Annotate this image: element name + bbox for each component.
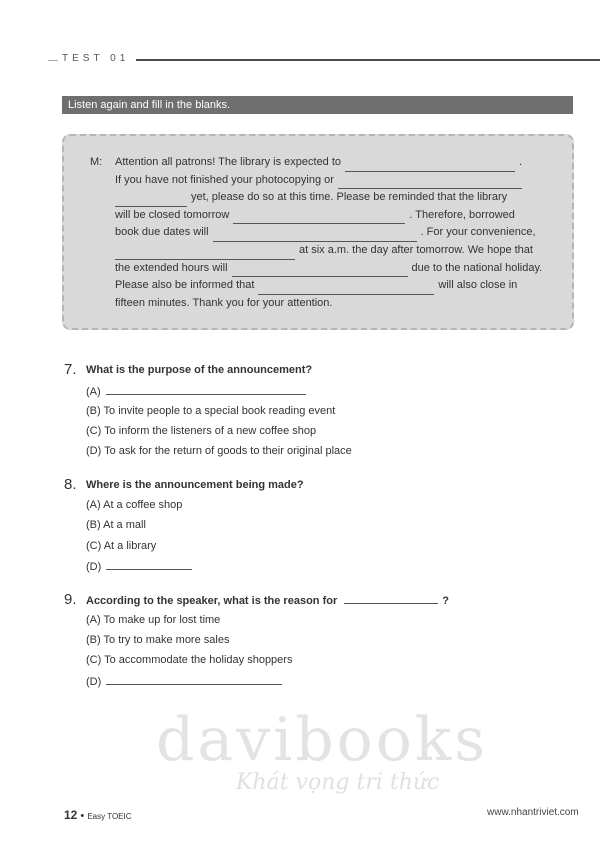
option-a[interactable]: (A) To make up for lost time: [86, 614, 221, 626]
fill-blank[interactable]: [115, 195, 187, 207]
option-b[interactable]: (B) To invite people to a special book reading event: [86, 405, 336, 417]
option-d[interactable]: (D) To ask for the return of goods to their original place: [86, 445, 352, 457]
fill-blank[interactable]: [233, 212, 405, 224]
option-d[interactable]: (D): [86, 560, 196, 573]
speaker-label: M:: [90, 156, 103, 168]
book-title: Easy TOEIC: [87, 812, 132, 821]
option-c[interactable]: (C) To accommodate the holiday shoppers: [86, 654, 293, 666]
question-number: 7.: [64, 361, 77, 378]
publisher-url[interactable]: www.nhantriviet.com: [487, 807, 579, 818]
fill-blank[interactable]: [213, 230, 417, 242]
question-text: Where is the announcement being made?: [86, 479, 304, 491]
transcript-line: book due dates will . For your convenience,: [115, 224, 547, 242]
transcript-line: yet, please do so at this time. Please be reminded that the library: [115, 189, 547, 207]
option-b[interactable]: (B) At a mall: [86, 519, 146, 531]
transcript-line: Attention all patrons! The library is expected to .: [115, 154, 547, 172]
transcript-line: If you have not finished your photocopying or: [115, 172, 547, 190]
transcript-line: the extended hours will due to the national holiday.: [115, 260, 547, 278]
question-number: 9.: [64, 591, 77, 608]
watermark-tagline: Khát vọng tri thức: [236, 770, 440, 795]
option-a[interactable]: (A): [86, 385, 310, 398]
question-text: What is the purpose of the announcement?: [86, 364, 313, 376]
fill-blank[interactable]: [345, 160, 515, 172]
header-rule-left: [48, 60, 58, 61]
option-c[interactable]: (C) To inform the listeners of a new coffee shop: [86, 425, 317, 437]
fill-blank[interactable]: [258, 283, 434, 295]
fill-blank[interactable]: [106, 560, 192, 570]
watermark-logo: davibooks: [156, 705, 489, 775]
footer-bullet: •: [80, 810, 85, 822]
page-footer: [64, 808, 132, 822]
option-c[interactable]: (C) At a library: [86, 540, 157, 552]
option-a[interactable]: (A) At a coffee shop: [86, 499, 183, 511]
fill-blank[interactable]: [232, 265, 408, 277]
instruction-band: Listen again and fill in the blanks.: [62, 96, 573, 114]
fill-blank[interactable]: [338, 177, 522, 189]
option-b[interactable]: (B) To try to make more sales: [86, 634, 230, 646]
test-label: TEST 01: [62, 53, 130, 64]
transcript-line: will be closed tomorrow . Therefore, borrowed: [115, 207, 547, 225]
question-text: According to the speaker, what is the reason for ?: [86, 595, 450, 607]
transcript-line: Please also be informed that will also close in: [115, 277, 547, 295]
fill-blank[interactable]: [106, 675, 282, 685]
fill-blank[interactable]: [344, 594, 438, 604]
transcript-line: fifteen minutes. Thank you for your attention.: [115, 296, 333, 309]
test-header: [48, 53, 600, 67]
option-d[interactable]: (D): [86, 675, 286, 688]
transcript-line: at six a.m. the day after tomorrow. We hope that: [115, 242, 547, 260]
fill-blank[interactable]: [115, 248, 295, 260]
question-number: 8.: [64, 476, 77, 493]
header-rule: [136, 59, 600, 61]
page-number: 12: [64, 808, 78, 822]
fill-blank[interactable]: [106, 385, 306, 395]
